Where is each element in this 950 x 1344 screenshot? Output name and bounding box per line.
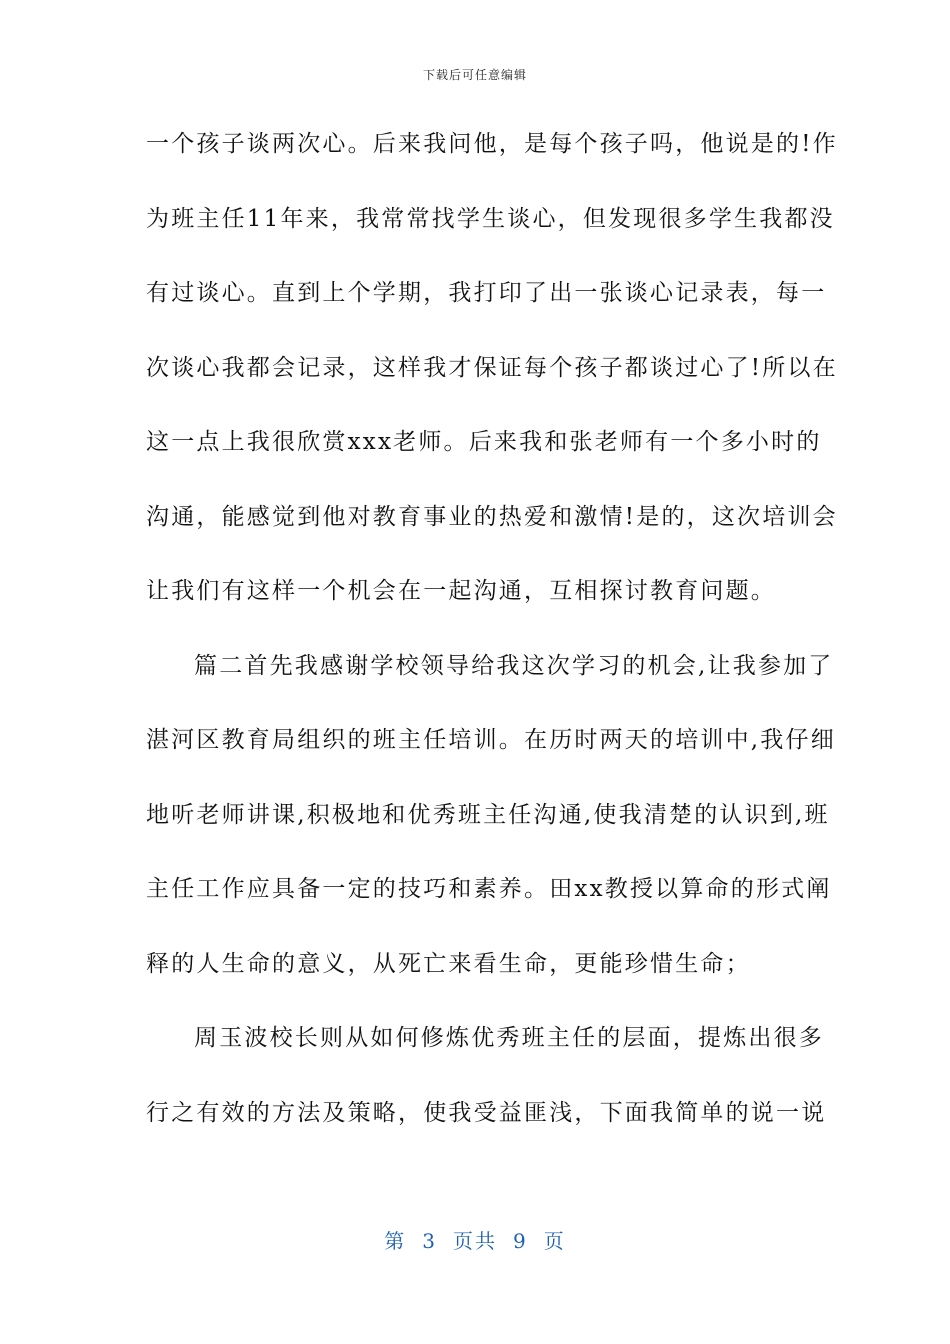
text-line: 沟通，能感觉到他对教育事业的热爱和激情!是的，这次培训会 bbox=[146, 503, 838, 530]
text-line: 主任工作应具备一定的技巧和素养。田xx教授以算命的形式阐 bbox=[146, 876, 832, 902]
page-header-note: 下载后可任意编辑 bbox=[422, 68, 527, 82]
current-page-number: 3 bbox=[422, 1229, 437, 1253]
text-line: 行之有效的方法及策略，使我受益匪浅，下面我简单的说一说 bbox=[146, 1099, 827, 1126]
page-number-footer bbox=[0, 1225, 950, 1254]
text-line: 让我们有这样一个机会在一起沟通，互相探讨教育问题。 bbox=[146, 578, 776, 604]
text-line: 次谈心我都会记录，这样我才保证每个孩子都谈过心了!所以在 bbox=[146, 354, 838, 381]
text-line: 地听老师讲课,积极地和优秀班主任沟通,使我清楚的认识到,班 bbox=[146, 801, 830, 828]
text-line: 一个孩子谈两次心。后来我问他，是每个孩子吗，他说是的!作 bbox=[146, 131, 838, 157]
text-line: 释的人生命的意义，从死亡来看生命，更能珍惜生命； bbox=[146, 950, 751, 977]
text-line: 为班主任11年来，我常常找学生谈心，但发现很多学生我都没 bbox=[146, 205, 835, 232]
text-line: 这一点上我很欣赏xxx老师。后来我和张老师有一个多小时的 bbox=[146, 429, 822, 455]
text-line: 湛河区教育局组织的班主任培训。在历时两天的培训中,我仔细 bbox=[146, 727, 836, 753]
text-line: 有过谈心。直到上个学期，我打印了出一张谈心记录表，每一 bbox=[146, 280, 827, 306]
total-pages-number: 9 bbox=[513, 1229, 528, 1253]
paragraph-start-line: 周玉波校长则从如何修炼优秀班主任的层面，提炼出很多 bbox=[194, 1025, 824, 1051]
document-body bbox=[146, 118, 838, 1161]
footer-suffix: 页 bbox=[543, 1229, 566, 1253]
footer-middle: 页共 bbox=[453, 1229, 497, 1253]
footer-prefix: 第 bbox=[384, 1229, 407, 1253]
paragraph-start-line: 篇二首先我感谢学校领导给我这次学习的机会,让我参加了 bbox=[194, 652, 834, 679]
